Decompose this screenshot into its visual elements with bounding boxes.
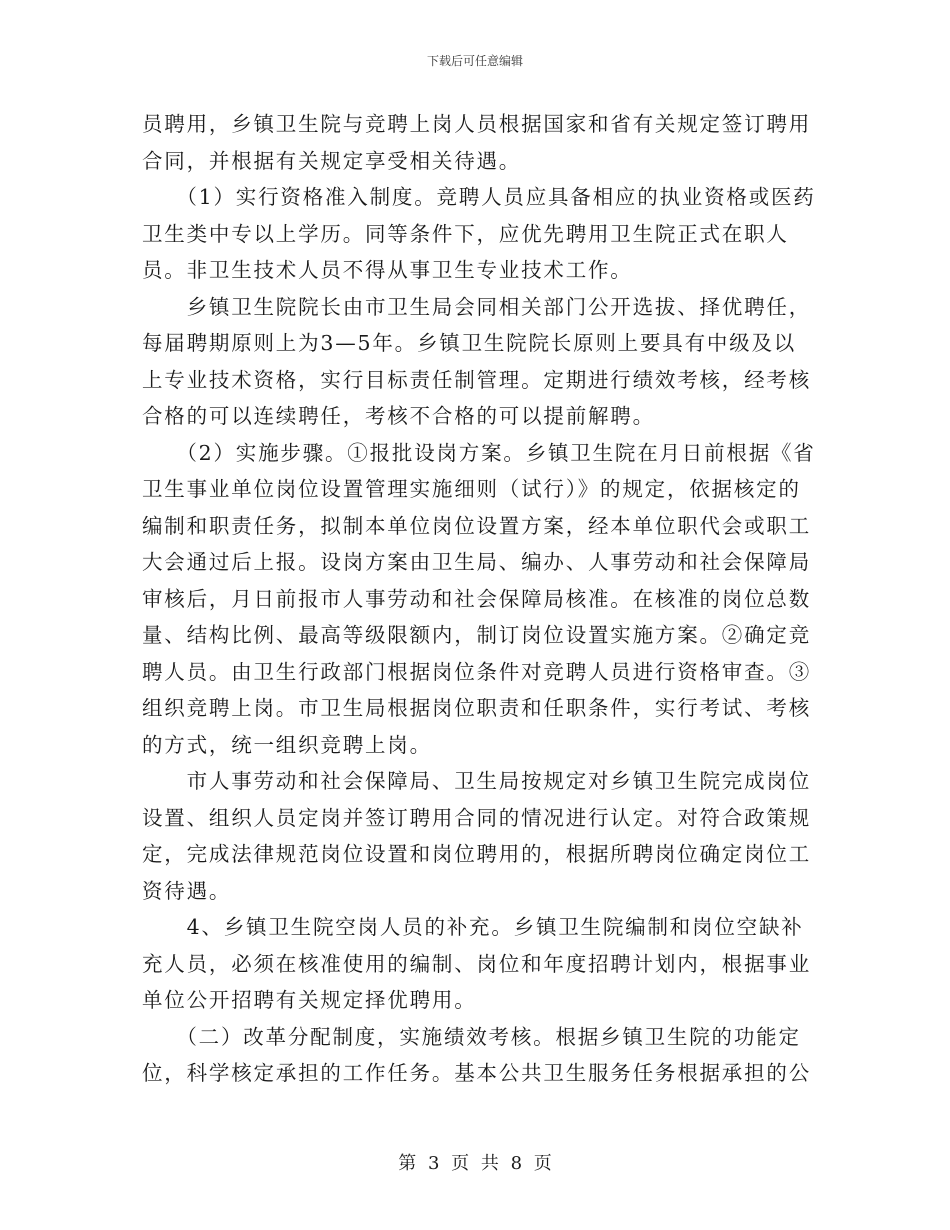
page-header: 下载后可任意编辑	[426, 54, 523, 68]
paragraph-6: 4、乡镇卫生院空岗人员的补充。乡镇卫生院编制和岗位空缺补充人员，必须在核准使用的编制、岗位和年度招聘计划内，根据事业单位公开招聘有关规定择优聘用。	[142, 915, 811, 1012]
paragraph-1: 员聘用，乡镇卫生院与竞聘上岗人员根据国家和省有关规定签订聘用合同，并根据有关规定享受相关待遇。	[142, 112, 811, 173]
paragraph-2: （1）实行资格准入制度。竞聘人员应具备相应的执业资格或医药卫生类中专以上学历。同等条件下，应优先聘用卫生院正式在职人员。非卫生技术人员不得从事卫生专业技术工作。	[142, 185, 816, 282]
page-footer: 第 3 页 共 8 页	[398, 1153, 552, 1174]
paragraph-7: （二）改革分配制度，实施绩效考核。根据乡镇卫生院的功能定位，科学核定承担的工作任务。基本公共卫生服务任务根据承担的公	[142, 1024, 811, 1085]
paragraph-4: （2）实施步骤。①报批设岗方案。乡镇卫生院在月日前根据《省卫生事业单位岗位设置管理实施细则（试行）》的规定，依据核定的编制和职责任务，拟制本单位岗位设置方案，经本单位职代会或职工大会通过后上报。设岗方案由卫生局、编办、人事劳动和社会保障局审核后，月日前报市人事劳动和社会保障局核准。在核准的岗位总数量、结构比例、最高等级限额内，制订岗位设置实施方案。②确定竞聘人员。由卫生行政部门根据岗位条件对竞聘人员进行资格审查。③组织竞聘上岗。市卫生局根据岗位职责和任职条件，实行考试、考核的方式，统一组织竞聘上岗。	[142, 440, 816, 757]
document-body	[142, 106, 818, 1092]
paragraph-5: 市人事劳动和社会保障局、卫生局按规定对乡镇卫生院完成岗位设置、组织人员定岗并签订聘用合同的情况进行认定。对符合政策规定，完成法律规范岗位设置和岗位聘用的，根据所聘岗位确定岗位工资待遇。	[142, 769, 811, 903]
paragraph-3: 乡镇卫生院院长由市卫生局会同相关部门公开选拔、择优聘任，每届聘期原则上为3—5年。乡镇卫生院院长原则上要具有中级及以上专业技术资格，实行目标责任制管理。定期进行绩效考核，经考核合格的可以连续聘任，考核不合格的可以提前解聘。	[142, 294, 811, 428]
